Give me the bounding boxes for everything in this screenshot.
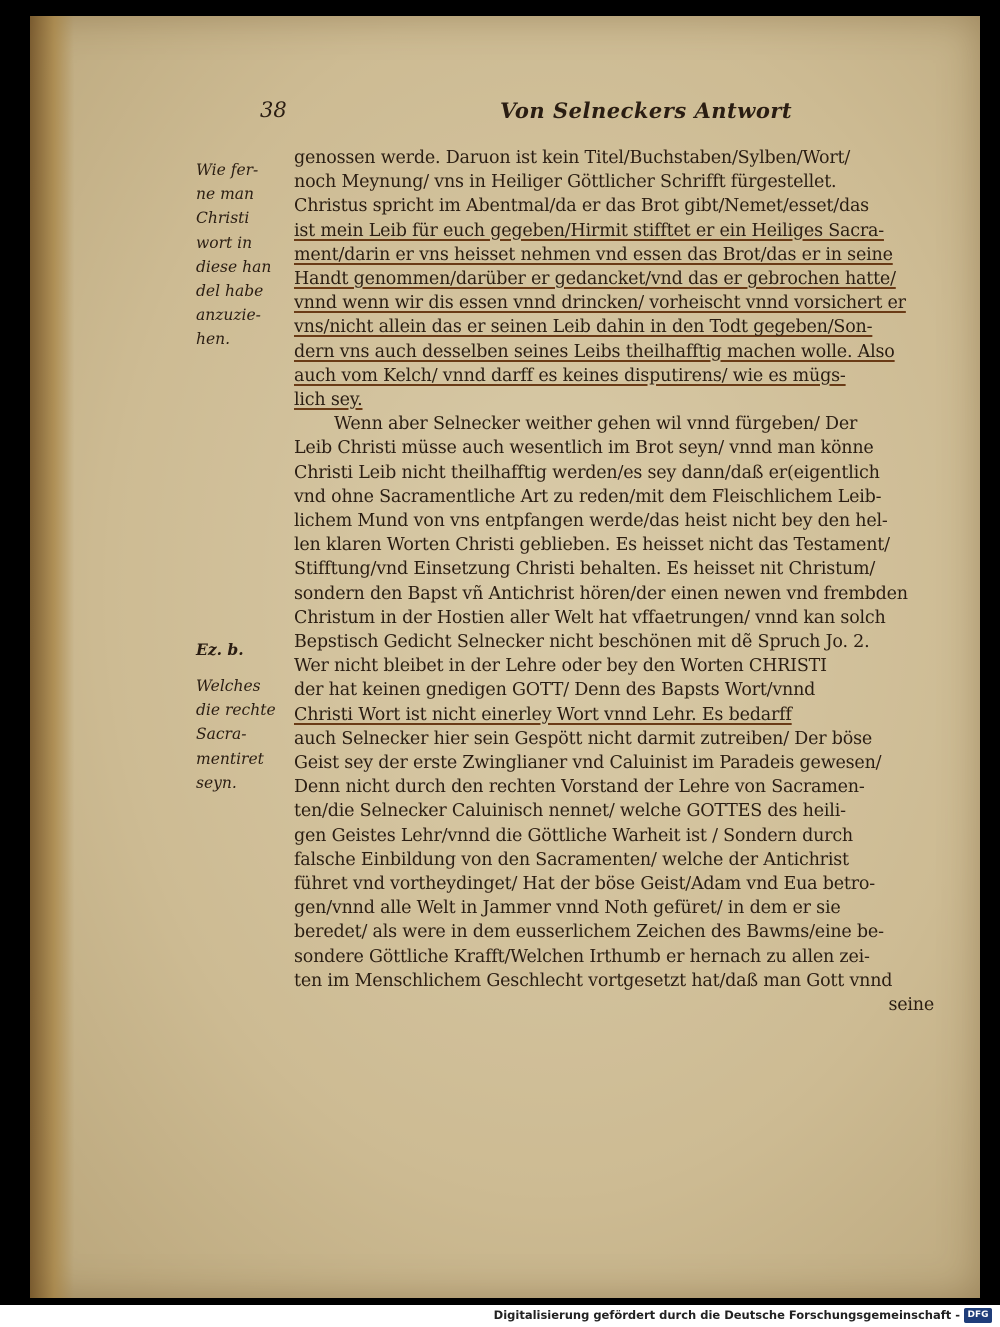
text-line: ten/die Selnecker Caluinisch nennet/ welche GOTTES des heili-	[294, 801, 846, 822]
text-line: Christum in der Hostien aller Welt hat vffaetrungen/ vnnd kan solch	[294, 607, 886, 628]
text-line: genossen werde. Daruon ist kein Titel/Buchstaben/Sylben/Wort/	[294, 148, 851, 168]
funding-credit: Digitalisierung gefördert durch die Deutsche Forschungsgemeinschaft -	[493, 1308, 960, 1322]
text-line: gen Geistes Lehr/vnnd die Göttliche Warheit ist / Sondern durch	[294, 825, 854, 846]
margin-note-line: hen.	[196, 330, 231, 349]
text-line: führet vnd vortheydinget/ Hat der böse Geist/Adam vnd Eua betro-	[294, 874, 875, 894]
margin-note-line: mentiret	[196, 749, 264, 768]
margin-note	[196, 638, 288, 662]
margin-note-line: Ez. b.	[196, 640, 244, 659]
catchword: seine	[888, 995, 934, 1015]
margin-note-line: Sacra-	[196, 725, 247, 744]
margin-note-line: ne man	[196, 185, 255, 204]
text-line: sondere Göttliche Krafft/Welchen Irthumb er hernach zu allen zei-	[294, 946, 870, 967]
text-line: auch Selnecker hier sein Gespött nicht darmit zutreiben/ Der böse	[294, 728, 873, 749]
text-line: Wer nicht bleibet in der Lehre oder bey den Worten CHRISTI	[294, 656, 827, 677]
margin-note-line: Wie fer-	[196, 161, 259, 179]
footer-bar	[0, 1305, 1000, 1327]
page-number: 38	[260, 98, 287, 122]
margin-note	[196, 674, 288, 795]
margin-note	[196, 158, 288, 352]
margin-note-line: seyn.	[196, 773, 237, 792]
text-line: beredet/ als were in dem eusserlichem Zeichen des Bawms/eine be-	[294, 922, 884, 943]
text-line: dern vns auch desselben seines Leibs theilhafftig machen wolle. Also	[294, 341, 895, 362]
text-line: vns/nicht allein das er seinen Leib dahin in den Todt gegeben/Son-	[294, 317, 873, 338]
text-line: gen/vnnd alle Welt in Jammer vnnd Noth gefüret/ in dem er sie	[294, 898, 841, 919]
text-line: auch vom Kelch/ vnnd darff es keines disputirens/ wie es mügs-	[294, 365, 846, 386]
text-line: Geist sey der erste Zwinglianer vnd Caluinist im Paradeis gewesen/	[294, 753, 882, 773]
text-line: lich sey.	[294, 390, 363, 410]
text-line: Denn nicht durch den rechten Vorstand der Lehre von Sacramen-	[294, 777, 865, 798]
margin-note-line: anzuzie-	[196, 306, 261, 325]
text-line: Wenn aber Selnecker weither gehen wil vnnd fürgeben/ Der	[334, 414, 858, 435]
text-line: Handt genommen/darüber er gedancket/vnd das er gebrochen hatte/	[294, 269, 896, 289]
text-line: vnnd wenn wir dis essen vnnd drincken/ vorheischt vnnd vorsichert er	[294, 293, 906, 314]
text-line: Christi Wort ist nicht einerley Wort vnnd Lehr. Es bedarff	[294, 704, 792, 725]
margin-note-line: del habe	[196, 282, 264, 301]
text-line: Christi Leib nicht theilhafftig werden/es sey dann/daß er(eigentlich	[294, 462, 880, 483]
text-line: Bepstisch Gedicht Selnecker nicht beschönen mit dẽ Spruch Jo. 2.	[294, 632, 870, 652]
margin-note-line: diese han	[196, 257, 272, 276]
text-line: sondern den Bapst vñ Antichrist hören/der einen newen vnd frembden	[294, 583, 908, 604]
margin-note-line: Welches	[196, 677, 261, 695]
margin-note-line: wort in	[196, 233, 253, 252]
text-line: vnd ohne Sacramentliche Art zu reden/mit dem Fleischlichem Leib-	[294, 486, 882, 507]
text-line: ist mein Leib für euch gegeben/Hirmit stifftet er ein Heiliges Sacra-	[294, 220, 884, 241]
margin-note-line: Christi	[196, 209, 250, 228]
running-title: Von Selneckers Antwort	[500, 98, 793, 123]
text-line: der hat keinen gnedigen GOTT/ Denn des Bapsts Wort/vnnd	[294, 680, 816, 701]
text-line: Stifftung/vnd Einsetzung Christi behalten. Es heisset nit Christum/	[294, 559, 876, 580]
margin-note-line: die rechte	[196, 701, 276, 720]
text-line: lichem Mund von vns entpfangen werde/das heist nicht bey den hel-	[294, 511, 888, 531]
dfg-logo: DFG	[964, 1308, 992, 1323]
running-head	[260, 98, 960, 134]
text-line: ten im Menschlichem Geschlecht vortgesetzt hat/daß man Gott vnnd	[294, 970, 893, 991]
text-line: noch Meynung/ vns in Heiliger Göttlicher Schrifft fürgestellet.	[294, 172, 837, 193]
text-line: Leib Christi müsse auch wesentlich im Brot seyn/ vnnd man könne	[294, 438, 874, 459]
text-line: Christus spricht im Abentmal/da er das Brot gibt/Nemet/esset/das	[294, 196, 869, 217]
text-line: falsche Einbildung von den Sacramenten/ welche der Antichrist	[294, 849, 849, 870]
text-line: len klaren Worten Christi geblieben. Es heisset nicht das Testament/	[294, 535, 890, 556]
text-line: ment/darin er vns heisset nehmen vnd essen das Brot/das er in seine	[294, 244, 893, 265]
